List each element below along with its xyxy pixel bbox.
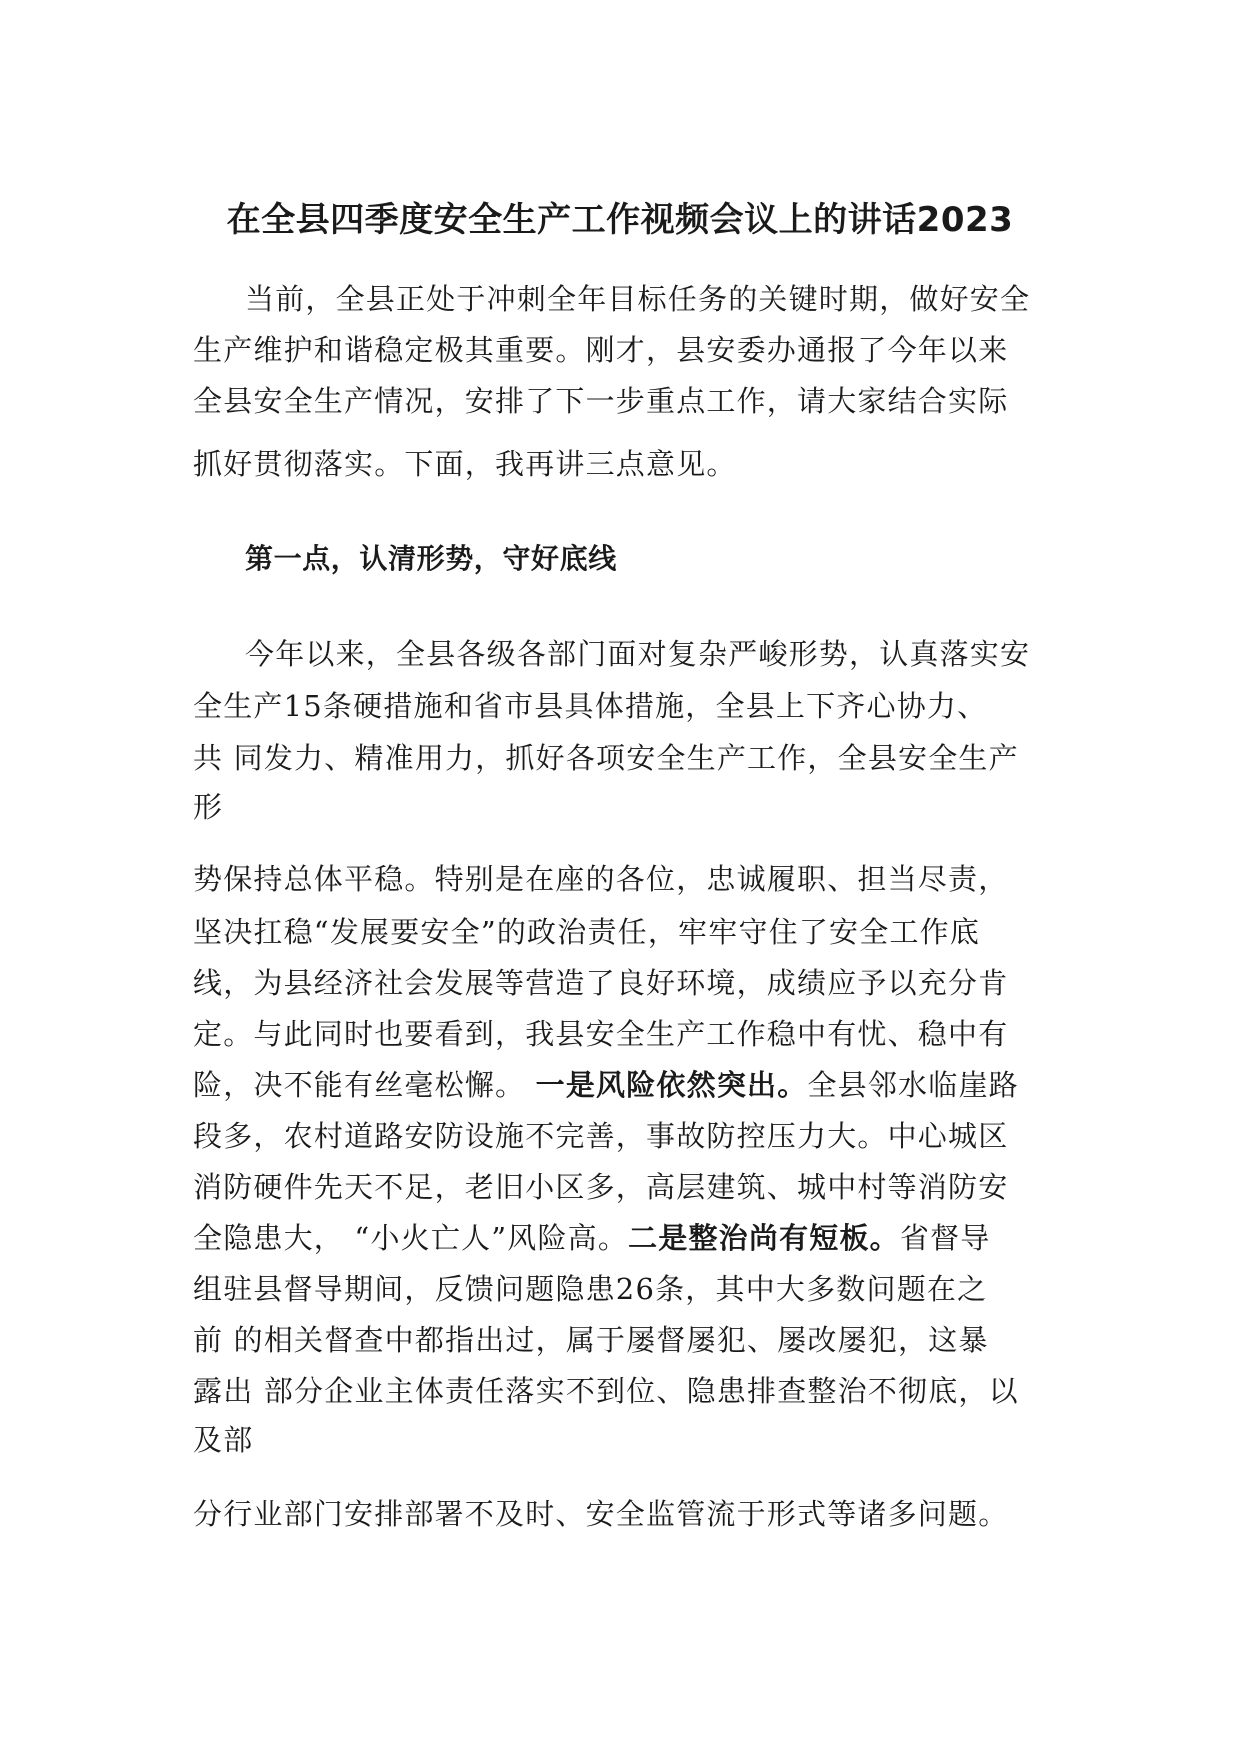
paragraph-line: 今年以来，全县各级各部门面对复杂严峻形势，认真落实安: [245, 637, 1031, 671]
text-run: 全隐患大， “小火亡人”风险高。: [193, 1221, 629, 1255]
paragraph-line: 形: [193, 790, 224, 824]
emphasis-text: 二是整治尚有短板。: [628, 1221, 900, 1255]
emphasis-text: 一是风险依然突出。: [535, 1068, 808, 1102]
paragraph-line: 线，为县经济社会发展等营造了良好环境，成绩应予以充分肯: [193, 966, 1009, 1000]
paragraph-line: 及部: [193, 1423, 254, 1457]
paragraph-line: 分行业部门安排部署不及时、安全监管流于形式等诸多问题。: [193, 1497, 1009, 1531]
paragraph-line: 组驻县督导期间，反馈问题隐患26条，其中大多数问题在之: [193, 1272, 988, 1306]
paragraph-line: 段多，农村道路安防设施不完善，事故防控压力大。中心城区: [193, 1119, 1009, 1153]
paragraph-line: 消防硬件先天不足，老旧小区多，高层建筑、城中村等消防安: [193, 1170, 1009, 1204]
paragraph-line: 全生产15条硬措施和省市县具体措施，全县上下齐心协力、: [193, 689, 988, 723]
paragraph-line: 坚决扛稳“发展要安全”的政治责任，牢牢守住了安全工作底: [193, 915, 981, 949]
paragraph-line: 露出 部分企业主体责任落实不到位、隐患排查整治不彻底，以: [193, 1374, 1019, 1408]
paragraph-line: 全县安全生产情况，安排了下一步重点工作，请大家结合实际: [193, 384, 1009, 418]
paragraph-line: [193, 1218, 991, 1258]
paragraph-line: [193, 1065, 1019, 1105]
section-heading: 第一点，认清形势，守好底线: [245, 542, 617, 575]
paragraph-line: 当前，全县正处于冲刺全年目标任务的关键时期，做好安全: [245, 282, 1031, 316]
text-run: 全县邻水临崖路: [807, 1068, 1019, 1102]
paragraph-line: 势保持总体平稳。特别是在座的各位，忠诚履职、担当尽责，: [193, 862, 1009, 896]
paragraph-line: 抓好贯彻落实。下面，我再讲三点意见。: [193, 447, 737, 481]
paragraph-line: 共 同发力、精准用力，抓好各项安全生产工作，全县安全生产: [193, 741, 1019, 775]
paragraph-line: 定。与此同时也要看到，我县安全生产工作稳中有忧、稳中有: [193, 1017, 1009, 1051]
text-run: 险，决不能有丝毫松懈。: [193, 1068, 536, 1102]
paragraph-line: 生产维护和谐稳定极其重要。刚才，县安委办通报了今年以来: [193, 333, 1009, 367]
paragraph-line: 前 的相关督查中都指出过，属于屡督屡犯、屡改屡犯，这暴: [193, 1323, 989, 1357]
text-run: 省督导: [899, 1221, 991, 1255]
document-title: 在全县四季度安全生产工作视频会议上的讲话2023: [226, 200, 1014, 240]
